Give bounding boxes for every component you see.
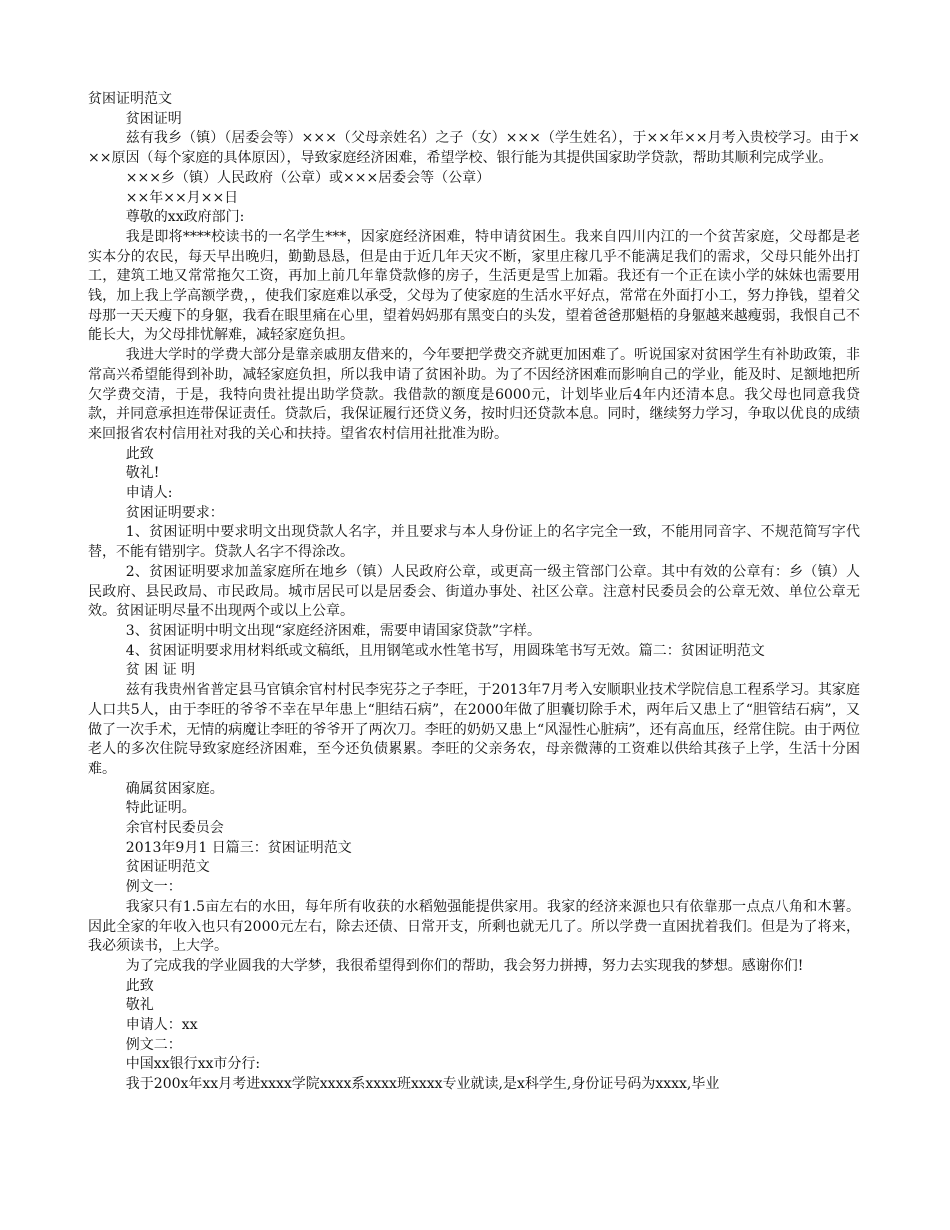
salutation-bank: 中国xx银行xx市分行: xyxy=(125,1056,261,1073)
confirm-line: 确属贫困家庭。 xyxy=(125,780,224,797)
requirement-3: 3、贫困证明中明文出现“家庭经济困难，需要申请国家贷款”字样。 xyxy=(125,622,542,639)
salutation-government: 尊敬的xx政府部门: xyxy=(125,209,245,226)
example-one-label: 例文一： xyxy=(125,879,182,896)
applicant-xx: 申请人：xx xyxy=(125,1017,198,1034)
paragraph-template-body: 兹有我乡（镇）（居委会等）×××（父母亲姓名）之子（女）×××（学生姓名），于××年××月考入贵校学习。由于×××原因（每个家庭的具体原因），导致家庭经济困难，希望学校、银行能为其提供国家助学贷款，帮助其顺利完成学业。 xyxy=(88,130,860,167)
template-date-line: ××年××月××日 xyxy=(125,189,239,206)
document-title: 贫困证明范文 xyxy=(88,91,172,107)
paragraph-li-wang: 兹有我贵州省普定县马官镇余官村村民李宪芬之子李旺，于2013年7月考入安顺职业技术学院信息工程系学习。其家庭人口共5人，由于李旺的爷爷不幸在早年患上“胆结石病”，在2000年做了胆囊切除手术，两年后又患上了“胆管结石病”，又做了一次手术，无情的病魔让李旺的爷爷开了两次刀。李旺的奶奶又患上“风湿性心脏病”，还有高血压，经常住院。由于两位老人的多次住院导致家庭经济困难，至今还负债累累。李旺的父亲务农，母亲微薄的工资难以供给其孩子上学，生活十分困难。 xyxy=(88,682,860,777)
paragraph-student-family: 我是即将****校读书的一名学生***，因家庭经济困难，特申请贫困生。我来自四川内江的一个贫苦家庭，父母都是老实本分的农民，每天早出晚归，勤勤恳恳，但是由于近几年天灾不断，家里庄稼几乎不能满足我们的需求，父母只能外出打工，建筑工地又常常拖欠工资，再加上前几年靠贷款修的房子，生活更是雪上加霜。我还有一个正在读小学的妹妹也需要用钱，加上我上学高额学费，，使我们家庭难以承受，父母为了使家庭的生活水平好点，常常在外面打小工，努力挣钱，望着父母那一天天瘦下的身躯，我看在眼里痛在心里，望着妈妈那有黑变白的头发，望着爸爸那魁梧的身躯越来越瘦弱，我恨自己不能长大，为父母排忧解难，减轻家庭负担。 xyxy=(88,228,860,344)
paragraph-family-income: 我家只有1.5亩左右的水田，每年所有收获的水稻勉强能提供家用。我家的经济来源也只有依靠那一点点八角和木薯。因此全家的年收入也只有2000元左右，除去还债、日常开支，所剩也就无几了。所以学费一直困扰着我们。但是为了将来，我必须读书，上大学。 xyxy=(88,898,860,955)
paragraph-dream: 为了完成我的学业圆我的大学梦，我很希望得到你们的帮助，我会努力拼搏，努力去实现我的梦想。感谢你们! xyxy=(125,957,804,974)
heading-poverty-certificate: 贫困证明 xyxy=(125,110,182,127)
applicant-line: 申请人: xyxy=(125,485,173,502)
village-committee-line: 余官村民委员会 xyxy=(125,820,224,837)
heading-sample: 贫困证明范文 xyxy=(125,859,210,876)
closing-cizhi: 此致 xyxy=(125,445,154,462)
closing-jingli: 敬礼! xyxy=(125,465,160,482)
closing-cizhi-2: 此致 xyxy=(125,977,154,994)
closing-jingli-2: 敬礼 xyxy=(125,997,154,1014)
requirement-2: 2、贫困证明要求加盖家庭所在地乡（镇）人民政府公章，或更高一级主管部门公章。其中有效的公章有：乡（镇）人民政府、县民政局、市民政局。城市居民可以是居委会、街道办事处、社区公章。注意村民委员会的公章无效、单位公章无效。贫困证明尽量不出现两个或以上公章。 xyxy=(88,563,860,620)
template-seal-line: ×××乡（镇）人民政府（公章）或×××居委会等（公章） xyxy=(125,169,491,186)
requirements-heading: 贫困证明要求： xyxy=(125,504,224,521)
example-two-label: 例文二： xyxy=(125,1036,182,1053)
date-and-part-three: 2013年9月1 日篇三：贫困证明范文 xyxy=(125,839,352,856)
paragraph-student-info: 我于200x年xx月考进xxxx学院xxxx系xxxx班xxxx专业就读,是x科学生,身份证号码为xxxx,毕业 xyxy=(125,1076,720,1093)
requirement-4: 4、贫困证明要求用材料纸或文稿纸，且用钢笔或水性笔书写，用圆珠笔书写无效。篇二：贫困证明范文 xyxy=(125,642,765,659)
requirement-1: 1、贫困证明中要求明文出现贷款人名字，并且要求与本人身份证上的名字完全一致，不能用同音字、不规范简写字代替，不能有错别字。贷款人名字不得涂改。 xyxy=(88,524,860,561)
paragraph-tuition-loan: 我进大学时的学费大部分是靠亲戚朋友借来的，今年要把学费交齐就更加困难了。听说国家对贫困学生有补助政策，非常高兴希望能得到补助，减轻家庭负担，所以我申请了贫困补助。为了不因经济困难而影响自己的学业，能及时、足额地把所欠学费交清，于是，我特向贵社提出助学贷款。我借款的额度是6000元，计划毕业后4年内还清本息。我父母也同意我贷款，并同意承担连带保证责任。贷款后，我保证履行还贷义务，按时归还贷款本息。同时，继续努力学习，争取以优良的成绩来回报省农村信用社对我的关心和扶持。望省农村信用社批准为盼。 xyxy=(88,347,860,442)
document-page xyxy=(88,90,860,1095)
heading-certificate-spaced: 贫 困 证 明 xyxy=(125,662,196,679)
hereby-certify-line: 特此证明。 xyxy=(125,800,196,817)
